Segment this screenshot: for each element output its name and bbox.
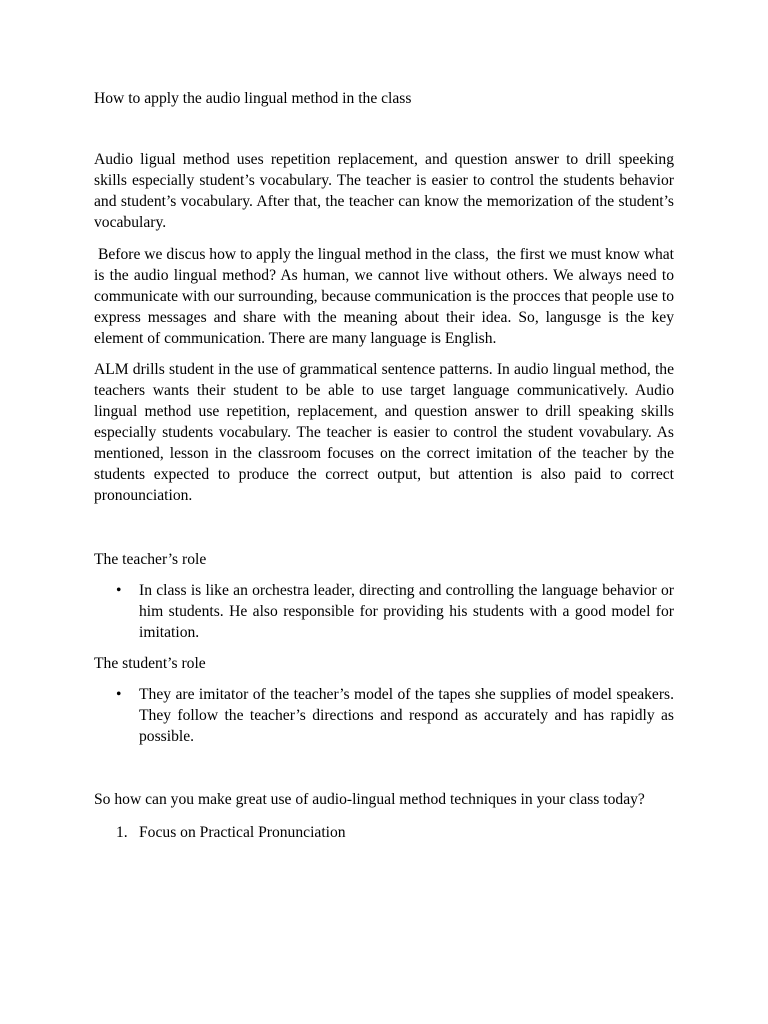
student-role-list [94,684,674,747]
teacher-role-heading: The teacher’s role [94,551,207,568]
list-item [94,822,674,843]
paragraph-definition: Before we discus how to apply the lingual method in the class, the first we must know what is the audio lingual method? As human, we cannot live without others. We always need to communicate with our surrounding, because communication is the procces that people use to express messages and share with the meaning about their idea. So, langusge is the key element of communication. There are many language is English. [94,246,678,347]
teacher-role-list [94,580,674,643]
teacher-role-text: In class is like an orchestra leader, directing and controlling the language behavior or him students. He also responsible for providing his students with a good model for imitation. [139,582,674,641]
document-title: How to apply the audio lingual method in the class [94,90,412,107]
paragraph-alm-drills: ALM drills student in the use of grammatical sentence patterns. In audio lingual method, the teachers wants their student to be able to use target language communicatively. Audio lingual method use repetition, replacement, and question answer to drill speaking skills especially students vocabulary. The teacher is easier to control the student vovabulary. As mentioned, lesson in the classroom focuses on the correct imitation of the teacher by the students expected to produce the correct output, but attention is also paid to correct pronounciation. [94,361,674,504]
steps-list [94,822,674,843]
closing-question: So how can you make great use of audio-lingual method techniques in your class today? [94,791,645,808]
student-role-heading: The student’s role [94,655,206,672]
step-number: 1. [116,824,128,841]
step-text: Focus on Practical Pronunciation [139,824,346,841]
paragraph-intro: Audio ligual method uses repetition replacement, and question answer to drill speeking skills especially student’s vocabulary. The teacher is easier to control the students behavior and student’s vocabulary. After that, the teacher can know the memorization of the student’s vocabulary. [94,151,674,231]
bullet-icon: • [116,686,122,703]
student-role-text: They are imitator of the teacher’s model of the tapes she supplies of model speakers. They follow the teacher’s directions and respond as accurately and has rapidly as possible. [139,686,674,745]
list-item [94,580,674,643]
list-item [94,684,674,747]
bullet-icon: • [116,582,122,599]
